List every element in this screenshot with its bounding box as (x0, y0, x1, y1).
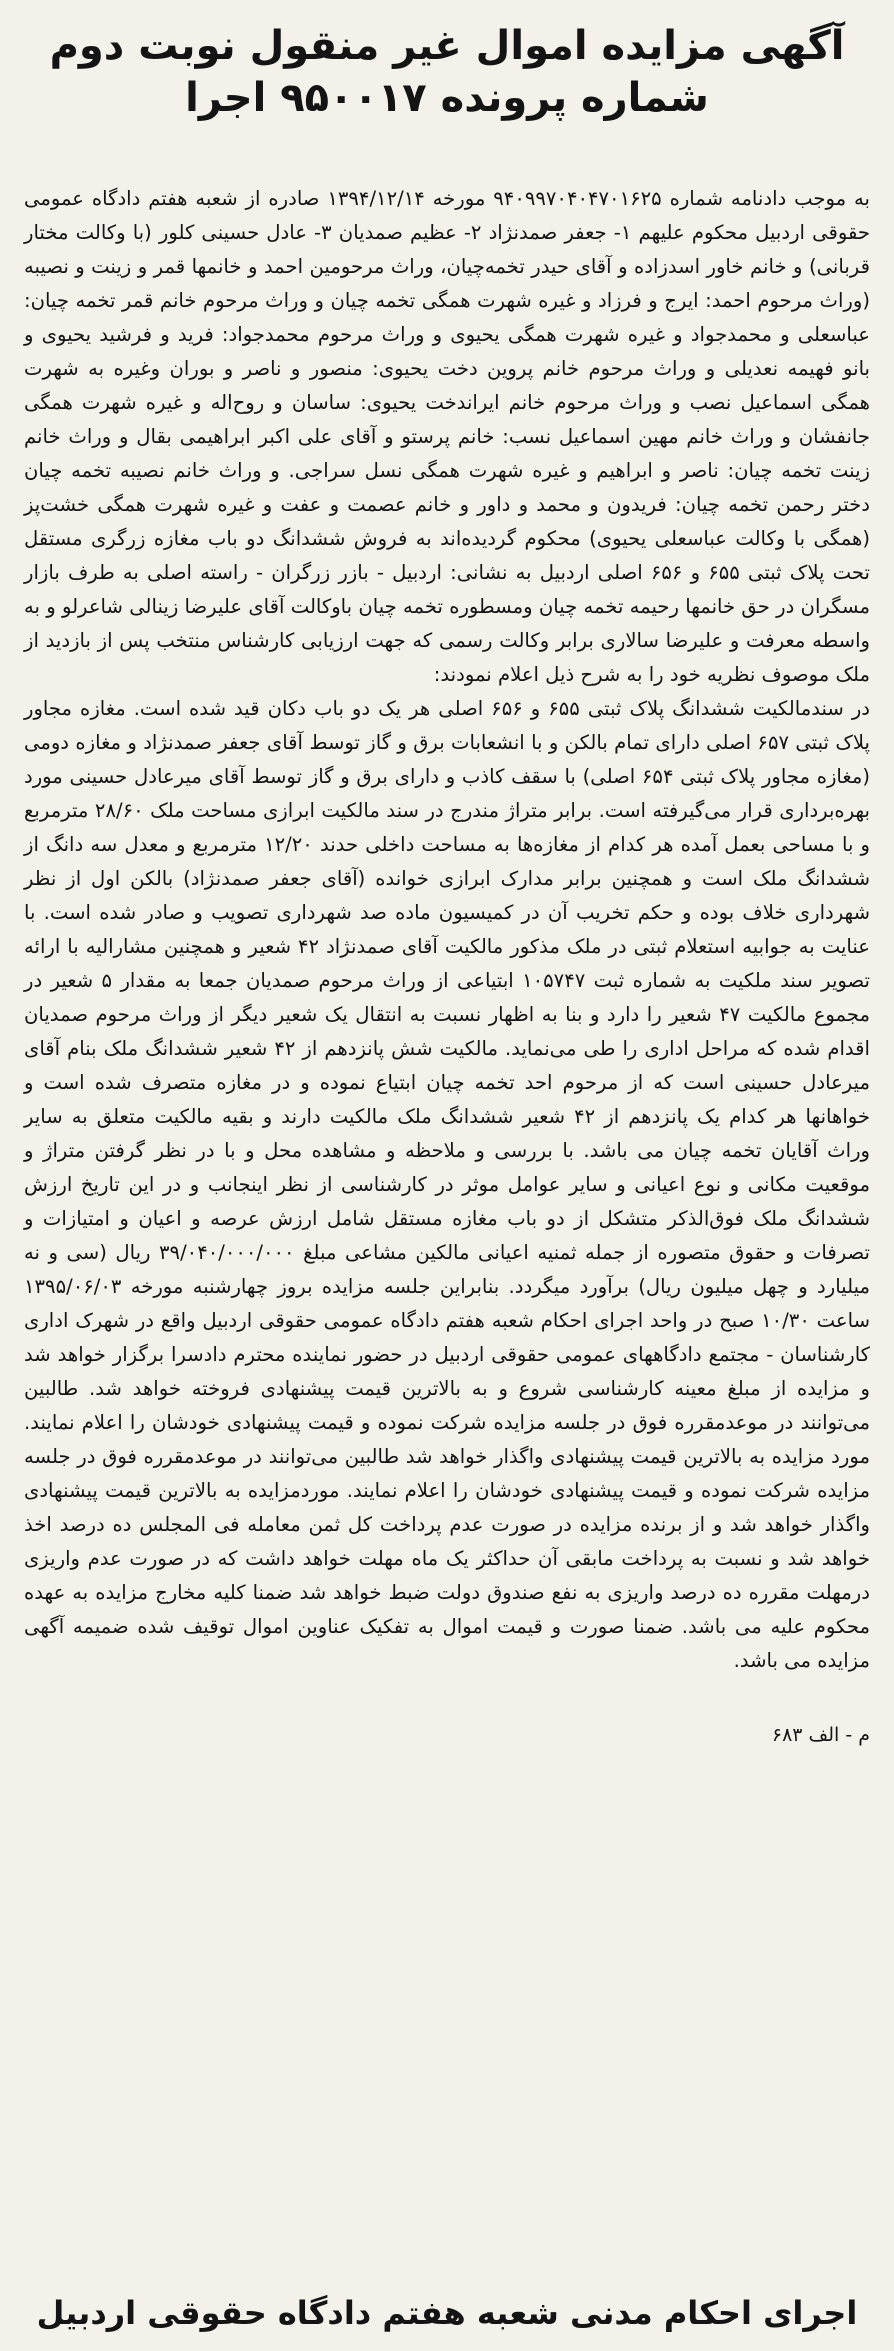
issuer-signature: اجرای احکام مدنی شعبه هفتم دادگاه حقوقی اردبیل (36, 2294, 858, 2332)
notice-title-line-1: آگهی مزایده اموال غیر منقول نوبت دوم (49, 23, 845, 69)
notice-title-line-2: شماره پرونده ۹۵۰۰۱۷ اجرا (185, 75, 709, 121)
reference-number: م - الف ۶۸۳ (771, 1724, 870, 1746)
notice-body (24, 148, 870, 1712)
notice-body-paragraph: به موجب دادنامه شماره ۹۴۰۹۹۷۰۴۰۴۷۰۱۶۲۵ مورخه ۱۳۹۴/۱۲/۱۴ صادره از شعبه هفتم دادگاه عمومی حقوقی اردبیل محکوم علیهم ۱- جعفر صمدنژاد ۲- عظیم صمدیان ۳- عادل حسینی کلور (با وکالت مختار قربانی) و خانم خاور اسدزاده و آقای حیدر تخمه‌چیان، وراث مرحومین احمد و خانمها قمر و زینت و نصیبه (وراث مرحوم احمد: ایرج و فرزاد و غیره شهرت همگی تخمه چیان و وراث مرحوم خانم قمر تخمه چیان: عباسعلی و محمدجواد و غیره شهرت همگی یحیوی و وراث مرحوم محمدجواد: فرید و فرشید یحیوی و بانو فهیمه نعدیلی و وراث مرحوم خانم پروین دخت یحیوی: منصور و ناصر و بوران وغیره به شهرت همگی اسماعیل نصب و وراث مرحوم خانم ایراندخت یحیوی: ساسان و روح‌اله و غیره شهرت همگی جانفشان و وراث خانم مهین اسماعیل نسب: خانم پرستو و آقای علی اکبر ابراهیمی بقال و وراث خانم زینت تخمه چیان: ناصر و ابراهیم و غیره شهرت همگی نسل سراجی. و وراث خانم نصیبه تخمه چیان دختر رحمن تخمه چیان: فریدون و محمد و داور و خانم عصمت و عفت و غیره شهرت همگی خشت‌پز (همگی با وکالت عباسعلی یحیوی) محکوم گردیده‌اند به فروش ششدانگ دو باب مغازه زرگری مستقل تحت پلاک ثبتی ۶۵۵ و ۶۵۶ اصلی اردبیل به نشانی: اردبیل - بازر زرگران - راسته اصلی به طرف بازار مسگران در حق خانمها رحیمه تخمه چیان ومسطوره تخمه چیان باوکالت آقای علیرضا زینالی شاعرلو و به واسطه معرفت و علیرضا سالاری برابر وکالت رسمی که جهت ارزیابی کارشناس منتخب پس از بازدید از ملک موصوف نظریه خود را به شرح ذیل اعلام نمودند: در سندمالکیت ششدانگ پلاک ثبتی ۶۵۵ و ۶۵۶ اصلی هر یک دو باب دکان قید شده است. مغازه مجاور پلاک ثبتی ۶۵۷ اصلی دارای تمام بالکن و با انشعابات برق و گاز توسط آقای جعفر صمدنژاد و مغازه دومی (مغازه مجاور پلاک ثبتی ۶۵۴ اصلی) با سقف کاذب و دارای برق و گاز توسط آقای میرعادل حسینی مورد بهره‌برداری قرار می‌گیرفته است. برابر متراژ مندرج در سند مالکیت ابرازی مساحت ملک ۲۸/۶۰ مترمربع و با مساحی بعمل آمده هر کدام از مغازه‌ها به مساحت داخلی حدند ۱۲/۲۰ مترمربع و معدل سه دانگ از ششدانگ ملک است و همچنین برابر مدارک ابرازی خوانده (آقای جعفر صمدنژاد) بالکن اول از نظر شهرداری خلاف بوده و حکم تخریب آن در کمیسیون ماده صد شهرداری تصویب و صادر شده است. با عنایت به جوابیه استعلام ثبتی در ملک مذکور مالکیت آقای صمدنژاد ۴۲ شعیر و همچنین مشارالیه با ارائه تصویر سند ملکیت به شماره ثبت ۱۰۵۷۴۷ ابتیاعی از وراث مرحوم صمدیان جمعا به مقدار ۵ شعیر در مجموع مالکیت ۴۷ شعیر را دارد و بنا به اظهار نسبت به انتقال یک شعیر دیگر از وراث مرحوم صمدیان اقدام شده که مراحل اداری را طی می‌نماید. مالکیت شش پانزدهم از ۴۲ شعیر ششدانگ ملک بنام آقای میرعادل حسینی است که از مرحوم احد تخمه چیان ابتیاع نموده و در مغازه متصرف شده است و خواهانها هر کدام یک پانزدهم از ۴۲ شعیر ششدانگ ملک مالکیت دارند و بقیه مالکیت متعلق به سایر وراث آقایان تخمه چیان می باشد. با بررسی و ملاحظه و مشاهده محل و با در نظر گرفتن متراژ و موقعیت مکانی و نوع اعیانی و سایر عوامل موثر در کارشناسی از نظر اینجانب و در این تاریخ ارزش ششدانگ ملک فوق‌الذکر متشکل از دو باب مغازه مستقل شامل ارزش عرصه و اعیان و امتیازات و تصرفات و حقوق متصوره از جمله ثمنیه اعیانی مالکین مشاعی مبلغ ۳۹/۰۴۰/۰۰۰/۰۰۰ ریال (سی و نه میلیارد و چهل میلیون ریال) برآورد میگردد. بنابراین جلسه مزایده بروز چهارشنبه مورخه ۱۳۹۵/۰۶/۰۳ ساعت ۱۰/۳۰ صبح در واحد اجرای احکام شعبه هفتم دادگاه عمومی حقوقی اردبیل واقع در شهرک اداری کارشناسان - مجتمع دادگاههای عمومی حقوقی اردبیل در حضور نماینده محترم دادسرا برگزار خواهد شد و مزایده از مبلغ معینه کارشناسی شروع و به بالاترین قیمت پیشنهادی فروخته خواهد شد. طالبین می‌توانند در موعدمقرره فوق در جلسه مزایده شرکت نموده و قیمت پیشنهادی خودشان را اعلام نمایند. مورد مزایده به بالاترین قیمت پیشنهادی واگذار خواهد شد طالبین می‌توانند در موعدمقرره فوق در جلسه مزایده شرکت نموده و قیمت پیشنهادی خودشان را اعلام نمایند. موردمزایده به بالاترین قیمت پیشنهادی واگذار خواهد شد و از برنده مزایده در صورت عدم پرداخت کل ثمن معامله فی المجلس ده درصد اخذ خواهد شد و نسبت به پرداخت مابقی آن حداکثر یک ماه مهلت خواهد داشت که در صورت عدم واریزی درمهلت مقرره ده درصد واریزی به نفع صندوق دولت ضبط خواهد شد ضمنا کلیه مخارج مزایده به عهده محکوم علیه می باشد. ضمنا صورت و قیمت اموال به تفکیک عناوین اموال توقیف شده ضمیمه آگهی مزایده می باشد. (24, 187, 871, 1672)
